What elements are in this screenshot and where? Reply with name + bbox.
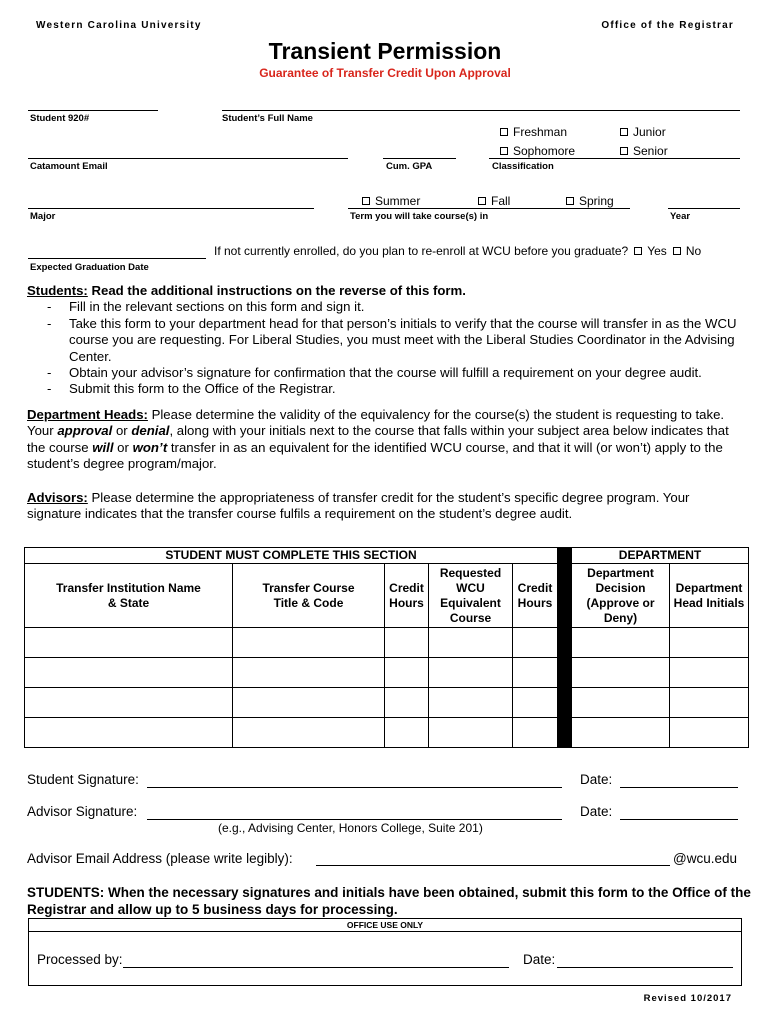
year-field[interactable] <box>668 208 740 209</box>
table-cell[interactable] <box>233 628 385 658</box>
student-date-label: Date: <box>580 772 613 787</box>
checkbox-icon[interactable] <box>566 197 574 205</box>
advisor-location-hint: (e.g., Advising Center, Honors College, Suite 201) <box>218 821 483 835</box>
page-subtitle: Guarantee of Transfer Credit Upon Approval <box>259 66 511 80</box>
table-cell[interactable] <box>429 628 513 658</box>
dept-heads-heading: Department Heads: <box>27 407 148 422</box>
classification-field <box>489 158 740 159</box>
table-cell[interactable] <box>513 658 558 688</box>
checkbox-icon[interactable] <box>500 128 508 136</box>
year-label: Year <box>670 211 691 222</box>
processed-by-field[interactable] <box>123 967 509 968</box>
table-cell[interactable] <box>513 718 558 748</box>
advisor-date-label: Date: <box>580 804 613 819</box>
classification-junior-option[interactable]: Junior <box>620 125 666 139</box>
reenroll-yes-option[interactable]: Yes <box>634 244 667 258</box>
student-signature-field[interactable] <box>147 787 562 788</box>
table-row <box>25 688 749 718</box>
table-cell[interactable] <box>233 718 385 748</box>
checkbox-icon[interactable] <box>620 128 628 136</box>
table-row <box>25 628 749 658</box>
list-item: - Fill in the relevant sections on this form and sign it. <box>27 299 743 315</box>
email-field[interactable] <box>28 158 348 159</box>
table-cell[interactable] <box>670 718 749 748</box>
checkbox-icon[interactable] <box>620 147 628 155</box>
col-header-credit-hours: Credit Hours <box>513 564 558 628</box>
office-date-label: Date: <box>523 952 556 967</box>
col-header-credit-hours: Credit Hours <box>385 564 429 628</box>
table-cell[interactable] <box>385 688 429 718</box>
office-date-field[interactable] <box>557 967 733 968</box>
col-header-decision: Department Decision (Approve or Deny) <box>572 564 670 628</box>
advisor-email-field[interactable] <box>316 865 670 866</box>
table-cell[interactable] <box>25 628 233 658</box>
revision-date: Revised 10/2017 <box>643 993 732 1004</box>
advisors-heading: Advisors: <box>27 490 88 505</box>
term-summer-option[interactable]: Summer <box>362 194 420 208</box>
students-heading: Students: <box>27 283 88 298</box>
office-name: Office of the Registrar <box>601 20 734 31</box>
student-section-header: STUDENT MUST COMPLETE THIS SECTION <box>25 548 558 564</box>
table-cell[interactable] <box>233 658 385 688</box>
reenroll-question: If not currently enrolled, do you plan to re-enroll at WCU before you graduate? Yes No <box>214 244 702 258</box>
list-item: - Take this form to your department head for that person’s initials to verify that the course will transfer in as the WCU course you are requesting. For Liberal Studies, you must meet with the Liberal Studies Coordinator in the Advising Center. <box>27 316 743 365</box>
table-cell[interactable] <box>572 628 670 658</box>
student-signature-label: Student Signature: <box>27 772 139 787</box>
checkbox-icon[interactable] <box>673 247 681 255</box>
course-table <box>24 547 749 748</box>
university-name: Western Carolina University <box>36 20 202 31</box>
grad-date-field[interactable] <box>28 258 206 259</box>
student-date-field[interactable] <box>620 787 738 788</box>
checkbox-icon[interactable] <box>500 147 508 155</box>
table-cell[interactable] <box>25 718 233 748</box>
term-label: Term you will take course(s) in <box>350 211 489 222</box>
table-cell[interactable] <box>572 658 670 688</box>
advisor-date-field[interactable] <box>620 819 738 820</box>
term-spring-option[interactable]: Spring <box>566 194 614 208</box>
processed-by-label: Processed by: <box>37 952 123 967</box>
major-label: Major <box>30 211 56 222</box>
table-cell[interactable] <box>429 658 513 688</box>
classification-freshman-option[interactable]: Freshman <box>500 125 567 139</box>
col-header-course: Transfer Course Title & Code <box>233 564 385 628</box>
table-cell[interactable] <box>25 688 233 718</box>
student-920-field[interactable] <box>28 110 158 111</box>
table-cell[interactable] <box>25 658 233 688</box>
checkbox-icon[interactable] <box>362 197 370 205</box>
table-cell[interactable] <box>572 718 670 748</box>
classification-label: Classification <box>492 161 554 172</box>
table-cell[interactable] <box>670 688 749 718</box>
list-item: - Obtain your advisor’s signature for confirmation that the course will fulfill a requirement on your degree audit. <box>27 365 743 381</box>
col-header-wcu-course: Requested WCU Equivalent Course <box>429 564 513 628</box>
table-cell[interactable] <box>385 628 429 658</box>
list-item: - Submit this form to the Office of the Registrar. <box>27 381 743 397</box>
table-cell[interactable] <box>513 688 558 718</box>
office-use-box <box>28 918 742 986</box>
advisor-signature-label: Advisor Signature: <box>27 804 138 819</box>
table-cell[interactable] <box>670 658 749 688</box>
checkbox-icon[interactable] <box>634 247 642 255</box>
table-cell[interactable] <box>385 658 429 688</box>
major-field[interactable] <box>28 208 314 209</box>
table-cell[interactable] <box>429 688 513 718</box>
advisor-signature-field[interactable] <box>147 819 562 820</box>
students-instructions: Students: Read the additional instructions on the reverse of this form. - Fill in the relevant sections on this form and sign it. - Take this form to your department head for that person’s initials to verify that the course will transfer in as the WCU course you are requesting. For Liberal Studies, you must meet with the Liberal Studies Coordinator in the Advising Center. - Obtain your advisor’s signature for confirmation that the course will fulfill a requirement on your degree audit. - Submit this form to the Office of the Registrar. <box>27 283 743 398</box>
dept-section-header: DEPARTMENT <box>572 548 749 564</box>
table-cell[interactable] <box>385 718 429 748</box>
full-name-field[interactable] <box>222 110 740 111</box>
col-header-institution: Transfer Institution Name & State <box>25 564 233 628</box>
advisors-instructions: Advisors: Please determine the appropriateness of transfer credit for the student’s specific degree program. Your signature indicates that the transfer course fulfils a requirement on the student’s degree audit. <box>27 490 690 522</box>
full-name-label: Student’s Full Name <box>222 113 313 124</box>
advisor-email-label: Advisor Email Address (please write legibly): <box>27 851 293 866</box>
table-cell[interactable] <box>233 688 385 718</box>
table-cell[interactable] <box>572 688 670 718</box>
classification-senior-option[interactable]: Senior <box>620 144 668 158</box>
col-header-initials: Department Head Initials <box>670 564 749 628</box>
gpa-field[interactable] <box>383 158 456 159</box>
table-row <box>25 718 749 748</box>
page-title: Transient Permission <box>268 38 502 64</box>
term-fall-option[interactable]: Fall <box>478 194 510 208</box>
email-label: Catamount Email <box>30 161 108 172</box>
table-cell[interactable] <box>429 718 513 748</box>
grad-date-label: Expected Graduation Date <box>30 262 149 273</box>
divider-column <box>558 548 572 748</box>
checkbox-icon[interactable] <box>478 197 486 205</box>
table-cell[interactable] <box>670 628 749 658</box>
table-row <box>25 658 749 688</box>
dept-heads-instructions: Department Heads: Please determine the validity of the equivalency for the course(s) the student is requesting to take. Your approval or denial, along with your initials next to the course that falls within your subject area below indicates that the course will or won’t transfer in as an equivalent for the identified WCU course, and that it will (or won’t) apply to the student’s degree program/major. <box>27 407 729 472</box>
email-domain: @wcu.edu <box>673 851 737 866</box>
gpa-label: Cum. GPA <box>386 161 433 172</box>
student-920-label: Student 920# <box>30 113 90 124</box>
classification-sophomore-option[interactable]: Sophomore <box>500 144 575 158</box>
term-field <box>348 208 630 209</box>
reenroll-no-option[interactable]: No <box>673 244 701 258</box>
final-note: STUDENTS: When the necessary signatures and initials have been obtained, submit this form to the Office of the Registrar and allow up to 5 business days for processing. <box>27 885 751 917</box>
table-cell[interactable] <box>513 628 558 658</box>
office-use-heading: OFFICE USE ONLY <box>29 919 741 932</box>
